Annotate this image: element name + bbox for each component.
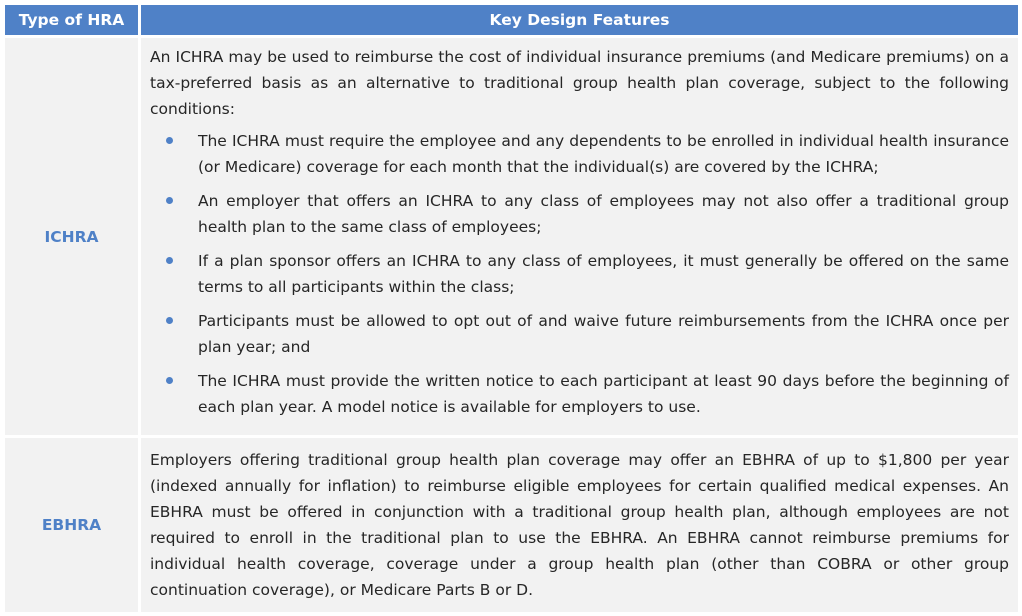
ebhra-description: Employers offering traditional group health plan coverage may offer an EBHRA of up to $1,800 per year (indexed annually for inflation) to reimburse eligible employees for certain qualified medical expenses. An EBHRA must be offered in conjunction with a traditional group health plan, although employees are not required to enroll in the traditional plan to use the EBHRA. An EBHRA cannot reimburse premiums for individual health coverage, coverage under a group health plan (other than COBRA or other group continuation coverage), or Medicare Parts B or D. xyxy=(150,451,1009,599)
table-row-ebhra xyxy=(5,438,1018,612)
bullet-icon xyxy=(166,317,173,324)
ichra-condition-item xyxy=(150,368,1009,420)
ichra-features xyxy=(141,38,1018,435)
ichra-intro: An ICHRA may be used to reimburse the cost of individual insurance premiums (and Medicare premiums) on a tax-preferred basis as an alternative to traditional group health plan coverage, subject to the following conditions: xyxy=(150,48,1009,118)
ichra-condition-text: The ICHRA must provide the written notice to each participant at least 90 days before the beginning of each plan year. A model notice is available for employers to use. xyxy=(198,372,1009,416)
header-key-design-features: Key Design Features xyxy=(141,5,1018,35)
ichra-condition-text: An employer that offers an ICHRA to any class of employees may not also offer a traditional group health plan to the same class of employees; xyxy=(198,192,1009,236)
ichra-condition-item xyxy=(150,128,1009,180)
bullet-icon xyxy=(166,377,173,384)
ichra-condition-text: If a plan sponsor offers an ICHRA to any class of employees, it must generally be offered on the same terms to all participants within the class; xyxy=(198,252,1009,296)
hra-type-ebhra: EBHRA xyxy=(5,438,138,612)
table-header-row xyxy=(5,5,1018,35)
bullet-icon xyxy=(166,197,173,204)
ichra-condition-text: Participants must be allowed to opt out of and waive future reimbursements from the ICHRA once per plan year; and xyxy=(198,312,1009,356)
ichra-condition-item xyxy=(150,308,1009,360)
ichra-condition-item xyxy=(150,248,1009,300)
hra-type-ichra: ICHRA xyxy=(5,38,138,435)
ichra-conditions-list xyxy=(150,128,1009,420)
hra-comparison-table xyxy=(5,5,1018,612)
table-row-ichra xyxy=(5,38,1018,435)
ebhra-features xyxy=(141,438,1018,612)
ichra-condition-item xyxy=(150,188,1009,240)
ichra-condition-text: The ICHRA must require the employee and any dependents to be enrolled in individual health insurance (or Medicare) coverage for each month that the individual(s) are covered by the ICHRA; xyxy=(198,132,1009,176)
bullet-icon xyxy=(166,137,173,144)
header-type-of-hra: Type of HRA xyxy=(5,5,138,35)
bullet-icon xyxy=(166,257,173,264)
